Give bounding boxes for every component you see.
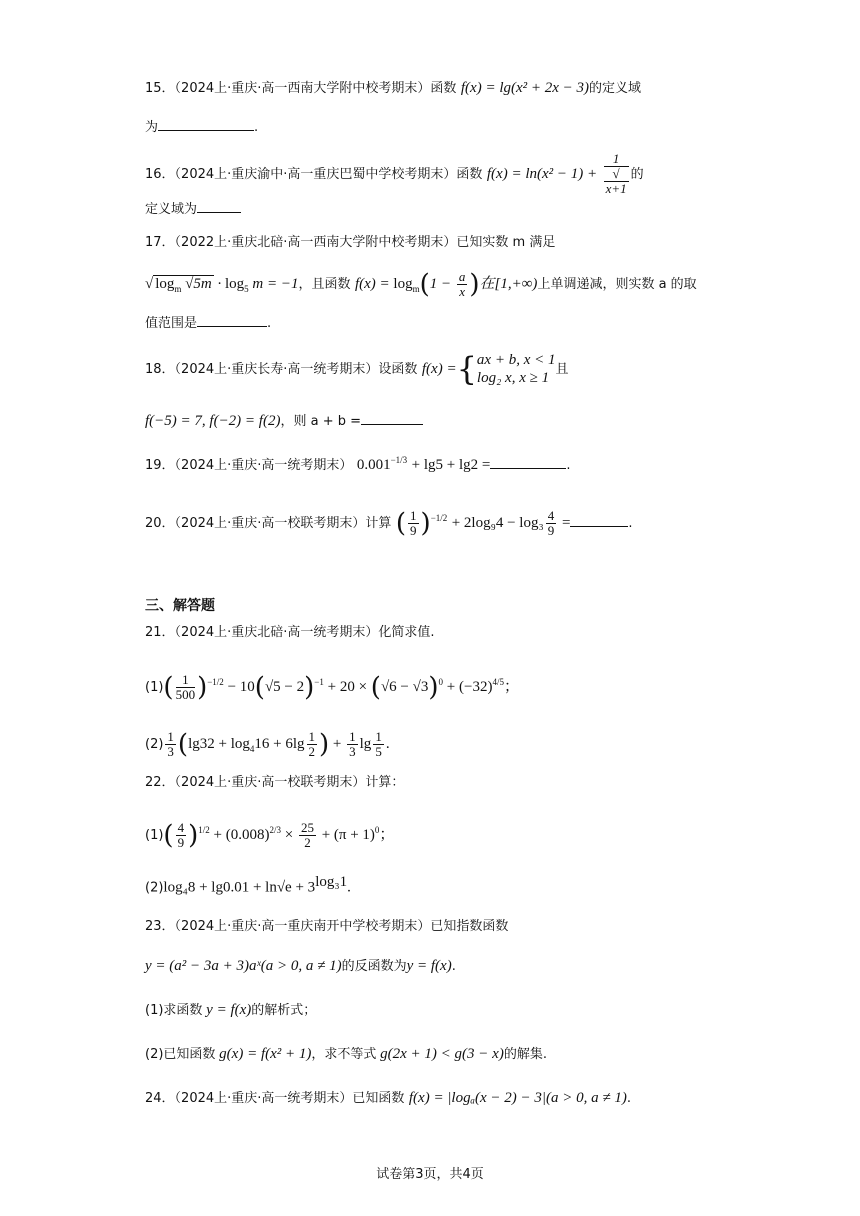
q17-interval: 在[1,+∞)	[479, 276, 538, 292]
q23-part2: (2)已知函数 g(x) = f(x² + 1)，求不等式 g(2x + 1) < g(3 − x)的解集.	[145, 1046, 547, 1062]
q19-number: 19．	[145, 458, 175, 473]
q18-condition-tail: ，则 a + b =	[280, 414, 362, 429]
q20-answer-blank[interactable]	[570, 512, 628, 527]
q15-expression: f(x) = lg(x² + 2x − 3)	[460, 80, 590, 96]
q21-line1	[145, 622, 435, 643]
q17-line1	[145, 232, 555, 253]
q20-source: （2024上·重庆·高一校联考期末）	[174, 516, 366, 531]
page-footer: 试卷第3页，共4页	[376, 1167, 484, 1182]
q22-part1	[145, 808, 394, 858]
q19-line: 19．（2024上·重庆·高一统考期末） $0.001^{-1/3} + \lg 5 + \lg 2$ = .	[145, 455, 571, 473]
q16-expression: f(x) = ln(x² − 1) +	[486, 166, 598, 182]
q18-number: 18．	[145, 362, 175, 377]
section-title: 三、解答题	[145, 598, 215, 614]
q23-line2-mid: 的反函数为	[341, 959, 407, 974]
q24-expression: f(x) = |logₐ(x − 2) − 3|(a > 0, a ≠ 1)	[408, 1090, 627, 1106]
q15-line1	[145, 78, 641, 99]
q15-line2-text: 为	[145, 120, 159, 135]
q15-line2: 为 .	[145, 116, 258, 138]
q17-function: $f(x) = \log_m(1$ − $\frac{a}{x}$ )	[354, 269, 480, 300]
q18-condition: f(−5) = 7, f(−2) = f(2)	[145, 413, 281, 429]
q23-line2: y = (a² − 3a + 3)aˣ(a > 0, a ≠ 1)的反函数为y = f(x).	[145, 958, 456, 974]
q22-number: 22．	[145, 775, 175, 790]
q20-line: 20．（2024上·重庆·高一校联考期末）计算 ( $\frac{1}{9}$ )$^{-1/2}$ + 2log₉4 − log₃ $\frac{4}{9}$ = .	[145, 507, 633, 539]
q24-source: （2024上·重庆·高一统考期末）	[174, 1091, 353, 1106]
q20-text: 计算	[365, 516, 392, 531]
q17-sqrt-expression: √ $\log_m √5m \cdot \log_5 m = -1$	[145, 276, 299, 294]
q24-line1: 24．（2024上·重庆·高一统考期末）已知函数 f(x) = |logₐ(x − 2) − 3|(a > 0, a ≠ 1).	[145, 1090, 631, 1106]
q22-text: 计算：	[365, 775, 405, 790]
q17-line3-text: 值范围是	[145, 316, 198, 331]
q21-part2-expression: $\frac{1}{3}$ ($\lg 32 + \log_416 + 6\lg$ $\frac{1}{2}$ ) + $\frac{1}{3}$ lg $\frac{1}{5}$ .	[167, 729, 390, 760]
q17-line2	[145, 266, 697, 307]
q16-fraction: 1 √ x+1	[605, 151, 627, 196]
q23-part1-label: (1)求函数	[145, 1003, 203, 1018]
q20-base: ( $\frac{1}{9}$ )$^{-1/2}$	[395, 508, 448, 539]
q17-mid: ，且函数	[298, 277, 351, 292]
q18-function-name: f(x) =	[421, 361, 457, 377]
q17-number: 17．	[145, 235, 175, 250]
q16-line1	[145, 152, 644, 196]
q16-source: （2024上·重庆渝中·高一重庆巴蜀中学校考期末）	[174, 167, 457, 182]
q18-answer-blank[interactable]	[361, 410, 423, 425]
q19-expression: + lg5 + lg2 =	[411, 457, 491, 473]
q22-line1	[145, 772, 404, 793]
q21-number: 21．	[145, 625, 175, 640]
q18-line2	[145, 410, 423, 432]
q16-tail: 的	[630, 167, 644, 182]
q23-inverse: y = f(x)	[406, 958, 452, 974]
q23-part2-label: (2)已知函数	[145, 1047, 216, 1062]
q15-source: （2024上·重庆·高一西南大学附中校考期末）	[174, 81, 431, 96]
q16-number: 16．	[145, 167, 175, 182]
q22-source: （2024上·重庆·高一校联考期末）	[174, 775, 366, 790]
q17-answer-blank[interactable]	[197, 312, 267, 327]
q17-text: 已知实数 m 满足	[456, 235, 556, 250]
q21-part1	[145, 662, 519, 708]
q21-source: （2024上·重庆北碚·高一统考期末）	[174, 625, 379, 640]
q23-line1	[145, 916, 508, 937]
q16-answer-blank[interactable]	[197, 198, 241, 213]
q23-text: 已知指数函数	[430, 919, 509, 934]
q17-tail: 上单调递减，则实数 a 的取	[537, 277, 697, 292]
q16-text: 函数	[456, 167, 483, 182]
q18-source: （2024上·重庆长寿·高一统考期末）	[174, 362, 379, 377]
q23-part2-tail: 的解集.	[503, 1047, 547, 1062]
q22-part1-label: (1)	[145, 828, 164, 843]
q23-part2-mid: ，求不等式	[311, 1047, 377, 1062]
q21-part1-label: (1)	[145, 680, 164, 695]
q19-source: （2024上·重庆·高一统考期末）	[174, 458, 353, 473]
q18-line1: 18．（2024上·重庆长寿·高一统考期末）设函数 f(x) ={ ax + b, x < 1 log₂ x, x ≥ 1 且	[145, 350, 569, 388]
q18-cases: ax + b, x < 1 log₂ x, x ≥ 1	[476, 352, 556, 386]
q21-part2-label: (2)	[145, 737, 164, 752]
q21-part2	[145, 724, 390, 769]
q18-text: 设函数	[378, 362, 418, 377]
q21-text: 化简求值.	[378, 625, 435, 640]
q22-part2: $(2)\log_48 + \lg 0.01 + \ln√e + 3^{log_31}$.	[145, 874, 351, 896]
q23-part1: (1)求函数 y = f(x)的解析式；	[145, 1002, 317, 1018]
q20-number: 20．	[145, 516, 175, 531]
q23-part1-tail: 的解析式；	[251, 1003, 317, 1018]
q23-source: （2024上·重庆·高一重庆南开中学校考期末）	[174, 919, 431, 934]
q15-number: 15．	[145, 81, 175, 96]
q22-part1-expression: ( $\frac{4}{9}$ )$^{1/2} + (0.008)^{2/3}$ × $\frac{25}{2}$ + $(\pi + 1)^0$；	[163, 820, 395, 851]
q19-base: $0.001^{-1/3}$	[356, 455, 408, 473]
q15-answer-blank[interactable]	[158, 116, 254, 131]
q20-expression: + 2log₉4 − log₃	[451, 515, 544, 531]
q21-part1-expression: ( $\frac{1}{500}$ )$^{-1/2} - 10(√5 - 2)^{-1} + 20 \times (√6 - √3)^0 + (-32)^{4/5}$；	[163, 672, 519, 703]
q16-line2-text: 定义域为	[145, 202, 198, 217]
q19-answer-blank[interactable]	[490, 454, 566, 469]
q18-tail: 且	[555, 362, 569, 377]
q15-tail: 的定义域	[589, 81, 642, 96]
q22-part2-exponent: log₃1	[315, 874, 348, 890]
q15-text: 函数	[430, 81, 457, 96]
q24-text: 已知函数	[352, 1091, 405, 1106]
q17-source: （2022上·重庆北碚·高一西南大学附中校考期末）	[174, 235, 457, 250]
q23-exponential: y = (a² − 3a + 3)aˣ(a > 0, a ≠ 1)	[145, 958, 342, 974]
q24-number: 24．	[145, 1091, 175, 1106]
q22-part2-label: (2)	[145, 880, 164, 896]
q17-line3: 值范围是 .	[145, 312, 271, 334]
q22-part2-expression: log₄8 + lg0.01 + ln√e + 3	[163, 879, 316, 896]
q16-line2	[145, 198, 241, 220]
q23-number: 23．	[145, 919, 175, 934]
